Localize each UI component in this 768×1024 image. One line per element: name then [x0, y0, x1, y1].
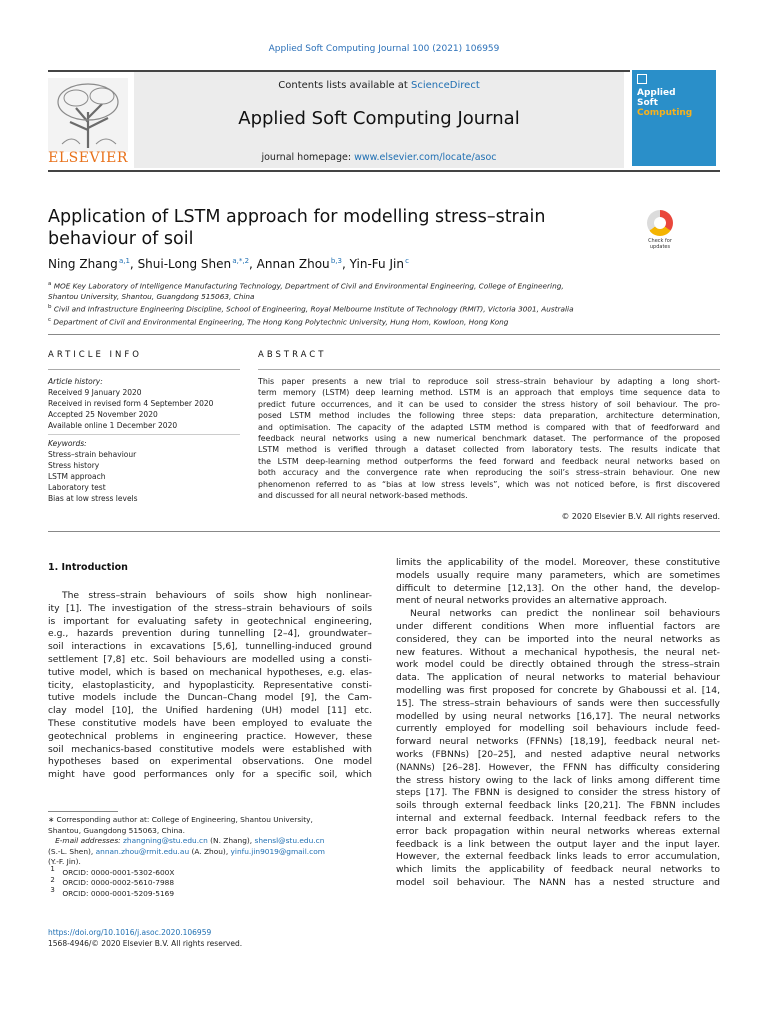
journal-masthead [48, 70, 720, 172]
check-updates-line1: Check for [648, 238, 672, 244]
body-line: difficult to determine [12,13]. On the other hand, the develop- [396, 582, 720, 594]
issn-line: 1568-4946/© 2020 Elsevier B.V. All rights reserved. [48, 938, 243, 948]
body-line: soil interactions in excavations [5,6], tunnelling-induced ground [48, 641, 372, 653]
check-for-updates-badge[interactable] [642, 210, 678, 250]
author-name[interactable]: Yin-Fu Jin [349, 257, 404, 271]
body-line: data. The application of neural networks to material behaviour [396, 672, 720, 684]
email-line [48, 847, 372, 858]
article-info-heading: ARTICLE INFO [48, 350, 142, 360]
body-line: the stress history owing to the lack of links among different time [396, 774, 720, 786]
history-item: Received 9 January 2020 [48, 388, 142, 397]
email-owner: (N. Zhang), [207, 836, 255, 845]
cover-text-computing: Computing [637, 108, 693, 118]
homepage-line [134, 152, 624, 163]
body-line: settlement [7,8] etc. Soil behaviours are modelled using a consti- [48, 653, 372, 665]
check-updates-line2: updates [649, 244, 671, 250]
abstract-line: LSTM method is verified through a dataset collected from laboratory tests. The results indicate that [258, 445, 720, 455]
doi-link[interactable]: https://doi.org/10.1016/j.asoc.2020.106959 [48, 928, 212, 937]
author-affiliation-sup[interactable]: a,1 [118, 257, 130, 265]
keyword-item: Stress–strain behaviour [48, 450, 137, 459]
body-line: which limits the applicability of feedback neural networks to [396, 864, 720, 876]
body-line: feedback is a link between the output layer and the input layer. [396, 838, 720, 850]
elsevier-logo [48, 78, 128, 170]
body-line: modelled by using neural networks [16,17]. The neural networks [396, 710, 720, 722]
corresponding-author-note: ∗ Corresponding author at: College of Engineering, Shantou University, [48, 815, 313, 824]
email-line [48, 857, 372, 868]
body-line: steps [17]. The FBNN is designed to consider the stress history of [396, 787, 720, 799]
abstract-line: feedback neural networks using a new numerical benchmark dataset. The performance of the proposed [258, 434, 720, 444]
footnote-rule [48, 811, 118, 812]
keyword-item: LSTM approach [48, 472, 106, 481]
body-line: work model could be directly obtained through the stress–strain [396, 659, 720, 671]
keyword-item: Bias at low stress levels [48, 494, 138, 503]
orcid-text[interactable]: ORCID: 0000-0002-5610-7988 [62, 878, 175, 887]
email-link[interactable]: yinfu.jin9019@gmail.com [230, 846, 325, 856]
author-name[interactable]: Ning Zhang [48, 257, 118, 271]
email-link[interactable]: shensl@stu.edu.cn [254, 836, 325, 845]
affiliation-sup: a [48, 281, 52, 287]
body-right-column [396, 557, 720, 890]
affiliation-text: MOE Key Laboratory of Intelligence Manufacturing Technology, Department of Civil and Environmental Engineering, College of Engineering, [53, 281, 564, 291]
body-line: These constitutive models have been employed to evaluate the [48, 717, 372, 729]
affiliation-text: Department of Civil and Environmental Engineering, The Hong Kong Polytechnic University, Hung Hom, Kowloon, Hong Kong [53, 317, 509, 327]
author-affiliation-sup[interactable]: b,3 [330, 257, 342, 265]
abstract-line: and discussed for all neural network-based methods. [258, 491, 468, 501]
orcid-note: 3 ORCID: 0000-0001-5209-5169 [50, 886, 175, 898]
affiliation-text: Civil and Infrastructure Engineering Discipline, School of Engineering, Royal Melbourne Institute of Technology (RMIT), Victoria 3001, Australia [53, 304, 574, 314]
keywords-rule [48, 434, 240, 435]
cover-text-applied: Applied [637, 88, 676, 98]
body-line: However, the external feedback links leads to error accumulation, [396, 851, 720, 863]
author-list: Ning Zhang $^{a,1}$, Shui-Long Shen $^{a,*,2}$, Annan Zhou $^{b,3}$, Yin-Fu Jin $^c$ [48, 257, 409, 271]
doi-block [48, 928, 372, 949]
email-link[interactable]: annan.zhou@rmit.edu.au [95, 846, 190, 856]
email-owner: (S.-L. Shen), [48, 846, 96, 856]
body-line: might have good performances only for a specific soil, which [48, 769, 372, 781]
check-updates-icon [647, 210, 673, 236]
body-line: models usually require many parameters, which are sometimes [396, 569, 720, 581]
history-label: Article history: [48, 377, 103, 386]
email-label: E-mail addresses: [55, 836, 121, 845]
body-left-column [48, 590, 372, 782]
abstract-line: both accuracy and the convergence rate when reproducing the soil’s stress–strain behaviour. One new [258, 468, 720, 478]
corresponding-author-address: Shantou, Guangdong 515063, China. [48, 825, 186, 835]
email-line [48, 836, 372, 847]
body-line: considered, they can be imported into the neural networks as [396, 633, 720, 645]
homepage-prefix: journal homepage: [261, 152, 355, 163]
abstract-body [258, 376, 720, 501]
masthead-bottom-rule [48, 170, 720, 172]
body-line: (NANNs) [26–28]. However, the FFNN has difficulty considering [396, 761, 720, 773]
body-line: ment of neural networks provides an alternative approach. [396, 595, 668, 607]
footnotes [48, 815, 372, 899]
history-item: Available online 1 December 2020 [48, 421, 178, 430]
body-line: tutive model, which is based on mechanical hypotheses, e.g. elas- [48, 666, 372, 678]
body-line: hypotheses based on experimental observations. One model [48, 756, 372, 768]
body-line: internal and external feedback. Internal feedback refers to the [396, 812, 720, 824]
abstract-line: term memory (LSTM) deep learning method. LSTM is an approach that employs time sequence data to [258, 388, 720, 398]
email-owner: (A. Zhou), [189, 846, 231, 856]
email-link[interactable]: zhangning@stu.edu.cn [123, 836, 208, 845]
body-line: forward neural networks (FFNNs) [18,19], feedback neural net- [396, 736, 720, 748]
cover-text-soft: Soft [637, 98, 658, 108]
affiliation-sup: b [48, 304, 52, 311]
orcid-note: 2 ORCID: 0000-0002-5610-7988 [50, 875, 175, 887]
author-affiliation-sup[interactable]: c [405, 257, 409, 265]
article-title: Application of LSTM approach for modelling stress–strain behaviour of soil [48, 207, 546, 249]
affiliation-line [48, 279, 720, 292]
body-line: geotechnical problems in engineering practice. However, these [48, 730, 372, 742]
abstract-line: and optimisation. The capacity of the adapted LSTM method is compared with that of feedforward and [258, 422, 720, 432]
abstract-line: phenomenon referred to as “bias at low stress levels”, which was not noticed before, is first discovered [258, 479, 720, 489]
journal-cover-thumbnail[interactable] [632, 70, 716, 166]
journal-title: Applied Soft Computing Journal [238, 108, 520, 129]
body-line: limits the applicability of the model. Moreover, these constitutive [396, 557, 720, 568]
author-name[interactable]: Annan Zhou [256, 257, 330, 271]
history-item: Received in revised form 4 September 2020 [48, 399, 214, 408]
body-line: model soil behaviour. The NANN has a nested structure and [396, 876, 720, 888]
section-divider [48, 334, 720, 335]
abstract-heading: ABSTRACT [258, 350, 327, 360]
body-line: error back propagation within neural networks whereas external [396, 825, 720, 837]
body-line: Neural networks can predict the nonlinear soil behaviours [410, 608, 720, 620]
affiliation-line [48, 302, 720, 315]
body-line: is important for evaluating safety in geotechnical engineering, [48, 615, 372, 627]
body-line: 15]. The stress–strain behaviours of sands were then successfully [396, 697, 720, 709]
keywords [48, 438, 248, 504]
affiliation-text: Shantou University, Shantou, Guangdong 515063, China [48, 291, 255, 301]
body-line: modelling was first proposed for concrete by Ghaboussi et al. [14, [396, 684, 720, 696]
body-line: tutive models include the Duncan–Chang model [9], the Cam- [48, 692, 372, 704]
body-line: currently employed for modelling soil behaviours include feed- [396, 723, 720, 735]
body-line: The stress–strain behaviours of soils show high nonlinear- [62, 590, 372, 601]
body-line: works (FBNNs) [20–25], and nested adaptive neural networks [396, 748, 720, 760]
body-line: new features. Without a mechanical hypothesis, the neural net- [396, 646, 720, 658]
cover-logo-icon [637, 74, 647, 84]
homepage-link[interactable]: www.elsevier.com/locate/asoc [354, 152, 497, 163]
email-owner: (Y.-F. Jin). [48, 857, 81, 866]
affiliations [48, 279, 720, 328]
contents-line [134, 80, 624, 91]
body-line: ticity, elastoplasticity, and hypoplasticity. Representative consti- [48, 679, 372, 691]
section-divider [48, 531, 720, 532]
article-history [48, 376, 248, 431]
copyright-notice: © 2020 Elsevier B.V. All rights reserved. [561, 512, 720, 521]
affiliation-line [48, 292, 720, 303]
body-line: clay model [10], the Unified hardening (UH) model [11] etc. [48, 705, 372, 717]
introduction-heading: 1. Introduction [48, 562, 128, 573]
orcid-note: 1 ORCID: 0000-0001-5302-600X [50, 865, 175, 877]
orcid-text[interactable]: ORCID: 0000-0001-5302-600X [62, 867, 175, 877]
abstract-line: posed LSTM method includes the following three steps: data preparation, architecture determination, [258, 411, 720, 421]
history-item: Accepted 25 November 2020 [48, 410, 158, 419]
author-affiliation-sup[interactable]: a,*,2 [232, 257, 250, 265]
body-line: soils through external feedback links [20,21]. The FBNN includes [396, 800, 720, 812]
body-line: ity [1]. The investigation of the stress–strain behaviours of soils [48, 602, 372, 614]
author-name[interactable]: Shui-Long Shen [137, 257, 232, 271]
abstract-line: predict future occurrences, and it can be used to consider the stress history of soil behaviour. The pro- [258, 399, 720, 409]
check-updates-label [642, 238, 678, 250]
elsevier-tree-icon [48, 78, 128, 152]
masthead-banner [134, 72, 624, 168]
sciencedirect-link[interactable]: ScienceDirect [411, 80, 480, 91]
orcid-text[interactable]: ORCID: 0000-0001-5209-5169 [62, 888, 175, 898]
affiliation-sup: c [48, 317, 52, 324]
article-info-rule [48, 369, 240, 370]
body-line: e.g., hazards prevention during tunnelling [2–4], groundwater– [48, 628, 372, 640]
abstract-line: This paper presents a new trial to reproduce soil stress–strain behaviour by adapting a long short- [258, 377, 720, 386]
body-line: under different conditions When more influential factors are [396, 620, 720, 632]
keyword-item: Stress history [48, 461, 100, 470]
contents-prefix: Contents lists available at [278, 80, 412, 91]
journal-citation-line[interactable]: Applied Soft Computing Journal 100 (2021) 106959 [268, 44, 500, 54]
abstract-rule [258, 369, 720, 370]
keyword-item: Laboratory test [48, 483, 106, 492]
body-line: soil mechanics-based constitutive models were established with [48, 743, 372, 755]
keywords-label: Keywords: [48, 439, 87, 448]
affiliation-line [48, 315, 720, 328]
elsevier-wordmark: ELSEVIER [48, 150, 128, 166]
cover-title [637, 88, 692, 118]
abstract-line: the LSTM deep-learning method outperforms the feed forward and feedback neural networks based on [258, 456, 720, 466]
